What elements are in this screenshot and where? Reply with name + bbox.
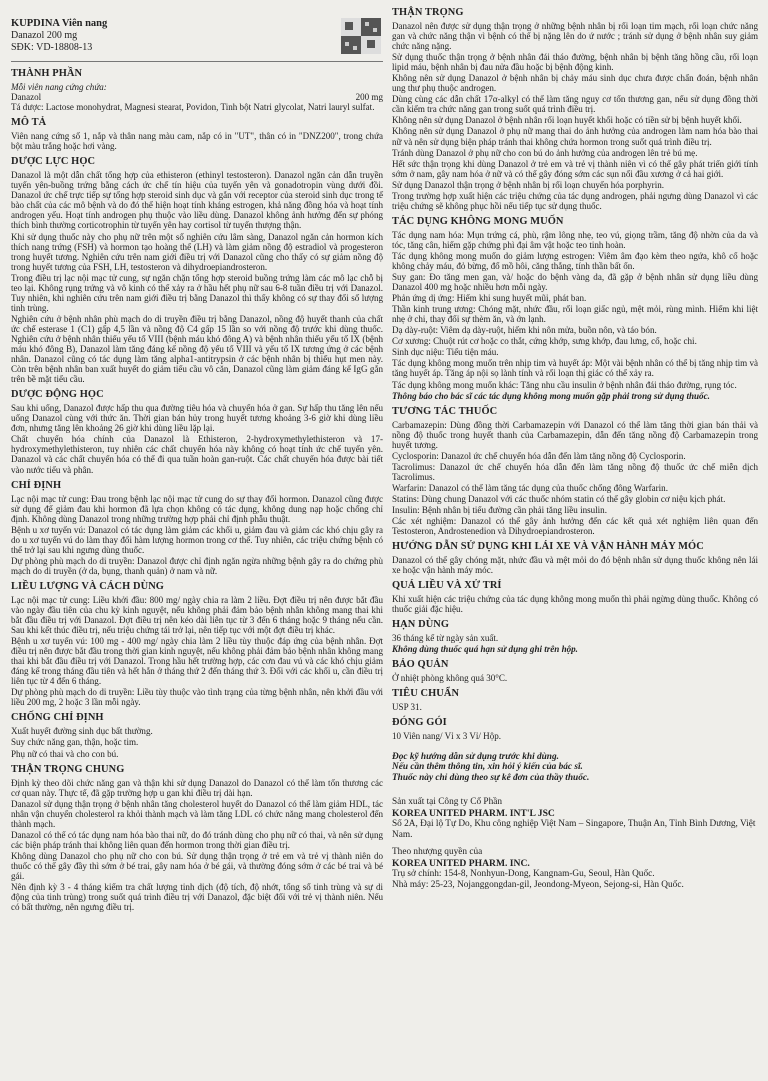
product-name: KUPDINA Viên nang — [11, 18, 108, 29]
section-title: HẠN DÙNG — [392, 619, 450, 631]
paragraph: Khi sử dụng thuốc này cho phụ nữ trên một số nghiên cứu lâm sàng, Danazol ngăn cản hormon kích thích nang trứng (FSH) và hormon tạo hoàng thể (LH) và làm giảm nồng độ estradiol và progesteron trong huyết tương. Nghiên cứu trên nam giới điều trị với Danazol cũng cho thấy có sự giảm nồng độ trong huyết tương của FSH, LH, testosteron và dihydroepiandrosteron. — [11, 231, 383, 272]
paragraph: Dự phòng phù mạch do di truyền: Liều tùy thuộc vào tình trạng của từng bệnh nhân, nên khởi đầu với liều 200 mg, 2 hoặc 3 lần mỗi ngày. — [11, 687, 383, 708]
section-title: THẬN TRỌNG CHUNG — [11, 763, 125, 775]
section-title: DƯỢC LỰC HỌC — [11, 156, 96, 168]
paragraph: Danazol có thể gây chóng mặt, nhức đầu và mệt mỏi do đó bệnh nhân sử dụng thuốc không nên lái xe hoặc vận hành máy móc. — [392, 555, 758, 576]
paragraph: Cyclosporin: Danazol ức chế chuyển hóa dẫn đến làm tăng nồng độ Cyclosporin. — [392, 450, 686, 461]
section-tuong-tac-thuoc — [392, 406, 758, 537]
section-chi-dinh — [11, 480, 383, 576]
licensor-name: KOREA UNITED PHARM. INC. — [392, 858, 530, 870]
ingredient-name: Danazol — [11, 92, 42, 103]
paragraph: Tác dụng không mong muốn trên nhịp tim và huyết áp: Một vài bệnh nhân có thể bị tăng nhịp tim và tăng huyết áp. Tăng áp nội sọ lành tính và rối loạn thị giác có thể xảy ra. — [392, 358, 758, 379]
section-title: ĐÓNG GÓI — [392, 717, 447, 729]
paragraph: Định kỳ theo dõi chức năng gan và thận khi sử dụng Danazol do Danazol có thể làm tổn thương các cơ quan này. Thực tế, đã gặp trường hợp u gan khi điều trị dài hạn. — [11, 777, 383, 798]
paragraph: Warfarin: Danazol có thể làm tăng tác dụng của thuốc chống đông Warfarin. — [392, 482, 668, 493]
manufacturer-block — [392, 797, 758, 841]
paragraph: Danazol có thể có tác dụng nam hóa bào thai nữ, do đó tránh dùng cho phụ nữ có thai, và nên sử dụng các biện pháp tránh thai không liên quan đến hormon trong thời gian điều trị. — [11, 829, 383, 850]
licensor-block — [392, 847, 758, 891]
section-bao-quan — [392, 659, 758, 683]
paragraph: Thần kinh trung ương: Chóng mặt, nhức đầu, rối loạn giấc ngủ, mệt mỏi, rùng mình. Hiếm khi liệt nhẹ ở chi, thay đổi sự thèm ăn, và ớn lạnh. — [392, 304, 758, 325]
paragraph: Mỗi viên nang cứng chứa: — [11, 82, 107, 92]
paragraph: Cơ xương: Chuột rút cơ hoặc co thắt, cứng khớp, sưng khớp, đau lưng, cổ, hoặc chi. — [392, 336, 697, 347]
section-mo-ta — [11, 117, 383, 151]
paragraph: Tác dụng không mong muốn do giảm lượng estrogen: Viêm âm đạo kèm theo ngứa, khô cổ hoặc không chảy máu, đỏ bừng, đổ mồ hôi, căng thẳng, tính thần bất ổn. — [392, 250, 758, 271]
paragraph: Nghiên cứu ở bệnh nhân phù mạch do di truyền điều trị bằng Danazol, nồng độ huyết thanh của chất ức chế esterase 1 (C1) gấp 4,5 lần và nồng độ C4 gấp 15 lần so với nồng độ trước khi dùng thuốc. Nghiên cứu ở bệnh nhân thiếu yếu tố VIII (bệnh máu khó đông A) và bệnh nhân thiếu yếu tố IX (bệnh máu khó đông B), Danazol làm tăng đáng kể nồng độ yếu tố VIII và yếu tố IX tương ứng ở các bệnh nhân. Danazol cũng có tác dụng làm tăng alpha1-antitrypsin ở các bệnh nhân bị thiếu hụt men này. Còn trên bệnh nhân ban xuất huyết do giảm tiểu cầu vô căn, Danazol cũng làm giảm đáng kể IgG gắn trên bề mặt tiểu cầu. — [11, 313, 383, 385]
notice-line: Nếu cần thêm thông tin, xin hỏi ý kiến của bác sĩ. — [392, 762, 583, 773]
left-column — [11, 0, 383, 912]
manufacturer-name: KOREA UNITED PHARM. INT'L JSC — [392, 808, 555, 820]
paragraph: Tác dụng nam hóa: Mụn trứng cá, phù, rậm lông nhẹ, teo vú, giọng trầm, tăng độ nhờn của da và tóc, tăng cân, hiếm gặp chứng phì đại âm vật hoặc teo tinh hoàn. — [392, 229, 758, 250]
paragraph: Insulin: Bệnh nhân bị tiểu đường cần phải tăng liều insulin. — [392, 504, 607, 515]
section-qua-lieu-va-xu-tri — [392, 580, 758, 614]
section-than-trong-chung — [11, 764, 383, 913]
licensor-head-office: Trụ sở chính: 154-8, Nonhyun-Dong, Kangnam-Gu, Seoul, Hàn Quốc. — [392, 869, 655, 880]
list-item: Suy chức năng gan, thận, hoặc tim. — [11, 737, 139, 748]
paragraph: Danazol sử dụng thận trọng ở bệnh nhân tăng cholesterol huyết do Danazol có thể làm giảm HDL, tác nhân vận chuyển cholesterol ra khỏi thành mạch và làm tăng LDL có chức năng mang cholesterol đến thành mạch. — [11, 798, 383, 829]
section-title: DƯỢC ĐỘNG HỌC — [11, 389, 104, 401]
manufacturer-address: Số 2A, Đại lộ Tự Do, Khu công nghiệp Việt Nam – Singapore, Thuận An, Tỉnh Bình Dương, Việt Nam. — [392, 819, 756, 841]
paragraph: Viên nang cứng số 1, nắp và thân nang màu cam, nắp có in "UT", thân có in "DNZ200", trong chứa bột màu trắng hoặc hơi vàng. — [11, 131, 383, 152]
paragraph: Hết sức thận trọng khi dùng Danazol ở trẻ em và trẻ vị thành niên vì có thể gây phát triển giới tính sớm ở nam, gây nam hóa ở nữ và có thể gây đóng sớm các sụn nối đầu xương ở cả hai giới. — [392, 158, 758, 179]
section-lieu-luong-va-cach-dung — [11, 581, 383, 708]
section-han-dung — [392, 619, 758, 654]
paragraph: Nên định kỳ 3 - 4 tháng kiểm tra chất lượng tinh dịch (độ tích, độ nhớt, tổng số tinh trùng và sự di động của tinh trùng) trong suốt quá trình điều trị với Danazol, đặc biệt đối với trẻ vị thành niên. Nếu có bất thường, nên ngưng điều trị. — [11, 882, 383, 913]
paragraph: Không nên sử dụng Danazol ở bệnh nhân bị chảy máu sinh dục chưa được chẩn đoán, bệnh nhân ung thư phụ thuộc androgen. — [392, 73, 758, 94]
section-title: THẬN TRỌNG — [392, 7, 464, 18]
paragraph: Lạc nội mạc tử cung: Đau trong bệnh lạc nội mạc tử cung do sự thay đổi hormon. Danazol cũng được sử dụng để giảm đau khi hormon đã lựa chọn không có tác dụng, không dung nạp hoặc chống chỉ định. Không dùng Danazol trong những trường hợp phải chỉ định phẫu thuật. — [11, 493, 383, 524]
notice-block — [392, 752, 758, 784]
paragraph: Dùng cùng các dẫn chất 17α-alkyl có thể làm tăng nguy cơ tổn thương gan, nếu sử dụng đồng thời cần kiểm tra chức năng gan trong suốt quá trình điều trị. — [392, 94, 758, 115]
paragraph: 10 Viên nang/ Vỉ x 3 Vỉ/ Hộp. — [392, 731, 502, 742]
section-title: TƯƠNG TÁC THUỐC — [392, 405, 498, 417]
paragraph: Phản ứng dị ứng: Hiếm khi sung huyết mũi, phát ban. — [392, 293, 587, 304]
paragraph: Các xét nghiệm: Danazol có thể gây ảnh hưởng đến các kết quả xét nghiệm liên quan đến Testosteron, Androstenedion và Dihydroepiandrosteron. — [392, 516, 758, 537]
notice-line: Thuốc này chỉ dùng theo sự kê đơn của thầy thuốc. — [392, 772, 590, 783]
product-strength: Danazol 200 mg — [11, 30, 78, 41]
section-title: BẢO QUẢN — [392, 659, 449, 671]
list-item: Phụ nữ có thai và cho con bú. — [11, 748, 119, 759]
section-title: MÔ TẢ — [11, 117, 47, 129]
paragraph: Dự phòng phù mạch do di truyền: Danazol được chỉ định ngăn ngừa những bệnh gây ra do chứng phù mạch do di truyền (ở da, bụng, thanh quản) ở nam và nữ. — [11, 555, 383, 576]
section-title: TIÊU CHUẨN — [392, 688, 460, 700]
header-divider — [11, 61, 383, 62]
registration-number: SĐK: VD-18808-13 — [11, 41, 93, 53]
section-dong-goi — [392, 717, 758, 741]
paragraph: Trong trường hợp xuất hiện các triệu chứng của tác dụng androgen, phải ngưng dùng Danazol vì các triệu chứng sẽ không phục hồi nếu tiếp tục sử dụng thuốc. — [392, 190, 758, 211]
paragraph: Tác dụng không mong muốn khác: Tăng nhu cầu insulin ở bệnh nhân đái tháo đường, rụng tóc. — [392, 379, 737, 390]
section-than-trong — [392, 7, 758, 211]
product-header — [11, 0, 383, 53]
section-duoc-luc-hoc — [11, 156, 383, 384]
ingredient-amount: 200 mg — [355, 92, 383, 103]
section-title: QUÁ LIỀU VÀ XỬ TRÍ — [392, 580, 502, 592]
section-duoc-dong-hoc — [11, 389, 383, 474]
paragraph: Tránh dùng Danazol ở phụ nữ cho con bú do ảnh hưởng của androgen lên trẻ bú mẹ. — [392, 147, 698, 158]
paragraph: Khi xuất hiện các triệu chứng của tác dụng không mong muốn thì phải ngừng dùng thuốc. Không có thuốc giải đặc hiệu. — [392, 594, 758, 615]
paragraph: Trong điều trị lạc nội mạc tử cung, sự ngăn chặn tổng hợp steroid buồng trứng làm các mô lạc chỗ bị teo lại. Không rụng trứng và vô kinh có thể xảy ra ở hầu hết phụ nữ sau 6-8 tuần điều trị với Danazol. Tuy nhiên, khi nghiên cứu trên nam giới điều trị bằng Danazol thì thấy không có sự thay đổi số lượng tinh trùng. — [11, 272, 383, 313]
paragraph: Sử dụng Danazol thận trọng ở bệnh nhân bị rối loạn chuyển hóa porphyrin. — [392, 179, 664, 190]
section-tac-dung-khong-mong-muon — [392, 216, 758, 401]
section-tieu-chuan — [392, 688, 758, 712]
section-thanh-phan — [11, 68, 383, 112]
right-sections — [392, 0, 758, 742]
paragraph: Danazol nên được sử dụng thận trọng ở những bệnh nhân bị rối loạn tim mạch, rối loạn chức năng gan và chức năng thận vì bệnh có thể bị nặng lên do ứ nước ; tránh sử dụng ở bệnh nhân suy giảm chức năng nặng. — [392, 21, 758, 52]
paragraph: Bệnh u xơ tuyến vú: Danazol có tác dụng làm giảm các khối u, giảm đau và giảm các khó chịu gây ra do u xơ tuyến vú do làm thay đổi hàm lượng hormon trong cơ thể. Tuy nhiên, các triệu chứng bệnh có thể trở lại sau khi ngưng dùng thuốc. — [11, 524, 383, 555]
paragraph: Carbamazepin: Dùng đồng thời Carbamazepin với Danazol có thể làm tăng thời gian bán thải và nồng độ thuốc trong huyết thanh của Carbamazepin, dẫn đến tăng nồng độ Carbamazepin trong huyết tương. — [392, 419, 758, 450]
paragraph: Danazol là một dẫn chất tổng hợp của ethisteron (ethinyl testosteron). Danazol ngăn cản dẫn truyền tuyến yên-buồng trứng bằng cách ức chế tín hiệu của tuyến yên và gonadotropin vùng dưới đồi. Danazol ức chế trực tiếp sự tổng hợp steroid sinh dục và gắn với receptor của steroid sinh dục trong tế bào chất của các mô bệnh và do đó thể hiện hoạt tính kháng estrogen, khả năng đồng hóa và hoạt tính androgen yếu. Hoạt tính androgen phụ thuộc vào liều dùng. Danazol không ảnh hưởng đến sự phóng thích bình thường corticotrophin từ tuyến yên hay cortisol từ tuyến thượng thận. — [11, 170, 383, 231]
paragraph: Bệnh u xơ tuyến vú: 100 mg - 400 mg/ ngày chia làm 2 liều tùy thuộc đáp ứng của bệnh nhân. Đợt điều trị nên được bắt đầu trong thời gian kinh nguyệt, nếu không phải đảm bảo bệnh nhân không mang thai khi bắt đầu điều trị với Danazol. Trong hầu hết trường hợp, các cơn đau vú và các khó chịu giảm đáng kể trong tháng đầu tiên và hết hẳn ở tháng thứ 2 đến tháng thứ 3. Đối với các khối u, cần điều trị liên tục từ 4 đến 6 tháng. — [11, 636, 383, 687]
left-sections — [11, 68, 383, 912]
barcode-pattern-icon — [341, 18, 381, 54]
paragraph: Không nên sử dụng Danazol ở phụ nữ mang thai do ảnh hưởng của androgen làm nam hóa bào thai nữ và nên sử dụng biện pháp tránh thai không chứa hormon trong suốt quá trình điều trị. — [392, 126, 758, 147]
notice-line: Đọc kỹ hướng dẫn sử dụng trước khi dùng. — [392, 751, 559, 762]
right-column — [392, 0, 758, 891]
licensor-factory: Nhà máy: 25-23, Nojanggongdan-gil, Jeondong-Myeon, Sejong-si, Hàn Quốc. — [392, 880, 684, 891]
paragraph: Tá dược: Lactose monohydrat, Magnesi stearat, Povidon, Tinh bột Natri glycolat, Natri lauryl sulfat. — [11, 102, 375, 113]
licensor-label: Theo nhượng quyền của — [392, 847, 483, 858]
paragraph: Lạc nội mạc tử cung: Liều khởi đầu: 800 mg/ ngày chia ra làm 2 liều. Đợt điều trị nên được bắt đầu vào ngày đầu tiên của chu kỳ kinh nguyệt, nếu không phải đảm bảo bệnh nhân không mang thai khi bắt đầu điều trị với Danazol. Đợt điều trị nên kéo dài liên tục từ 3 đến 6 tháng hoặc 9 tháng nếu cần. Sau khi kết thúc điều trị, nếu triệu chứng tái trở lại, nên tiếp tục với một đợt điều trị khác. — [11, 594, 383, 636]
manufacturer-label: Sản xuất tại Công ty Cổ Phần — [392, 797, 503, 808]
paragraph: Chất chuyển hóa chính của Danazol là Ethisteron, 2-hydroxymethylethisteron và 17-hydroxymethylethisteron, tuy nhiên các chất chuyển hóa này không có hoạt tính ức chế tuyến yên. Danazol và các chất chuyển hóa có thể đi qua tuần hoàn gan-ruột. Các chất chuyển hóa được bài tiết vào nước tiểu và phân. — [11, 434, 383, 475]
paragraph: Không dùng Danazol cho phụ nữ cho con bú. Sử dụng thận trọng ở trẻ em và trẻ vị thành niên do thuốc có thể gây đầy thì sớm ở bé trai, gây nam hóa ở bé gái, và thường đóng sớm ở các bé trai và bé gái. — [11, 850, 383, 881]
composition-row — [11, 92, 383, 102]
section-title: THÀNH PHẦN — [11, 68, 83, 79]
paragraph: 36 tháng kể từ ngày sản xuất. — [392, 633, 499, 644]
paragraph: Suy gan: Đo tăng men gan, và/ hoặc do bệnh vàng da, đã gặp ở bệnh nhân sử dụng liều dùng Danazol 400 mg hoặc nhiều hơn mỗi ngày. — [392, 272, 758, 293]
section-title: LIỀU LƯỢNG VÀ CÁCH DÙNG — [11, 580, 164, 592]
paragraph: Statins: Dùng chung Danazol với các thuốc nhóm statin có thể gây globin cơ niệu kịch phát. — [392, 493, 726, 504]
section-huong-dan-su-dung-khi-lai-xe-va-van-hanh-may-moc — [392, 541, 758, 575]
paragraph: Sử dụng thuốc thận trọng ở bệnh nhân đái tháo đường, bệnh nhân bị bệnh tăng hồng cầu, rối loạn lipid máu, bệnh nhân bị đau nửa đầu hoặc bị bệnh động kinh. — [392, 52, 758, 73]
paragraph: Dạ dày-ruột: Viêm dạ dày-ruột, hiếm khi nôn mửa, buồn nôn, và táo bón. — [392, 325, 657, 336]
paragraph: Không dùng thuốc quá hạn sử dụng ghi trên hộp. — [392, 644, 578, 655]
paragraph: Ở nhiệt phòng không quá 30°C. — [392, 673, 508, 684]
section-title: CHỈ ĐỊNH — [11, 479, 62, 491]
paragraph: Tacrolimus: Danazol ức chế chuyển hóa dẫn đến làm tăng nồng độ thuốc ức chế miễn dịch Tacrolimus. — [392, 461, 758, 482]
list-item: Xuất huyết đường sinh dục bất thường. — [11, 726, 153, 737]
section-chong-chi-dinh — [11, 712, 383, 758]
paragraph: Sinh dục niệu: Tiểu tiện máu. — [392, 347, 499, 358]
section-title: HƯỚNG DẪN SỬ DỤNG KHI LÁI XE VÀ VẬN HÀNH MÁY MÓC — [392, 541, 704, 553]
paragraph: Không nên sử dụng Danazol ở bệnh nhân rối loạn huyết khối hoặc có tiền sử bị bệnh huyết khối. — [392, 115, 742, 126]
section-title: TÁC DỤNG KHÔNG MONG MUỐN — [392, 215, 564, 227]
paragraph: Thông báo cho bác sĩ các tác dụng không mong muốn gặp phải trong sử dụng thuốc. — [392, 390, 710, 401]
paragraph: USP 31. — [392, 702, 422, 713]
section-title: CHỐNG CHỈ ĐỊNH — [11, 712, 104, 724]
paragraph: Sau khi uống, Danazol được hấp thu qua đường tiêu hóa và chuyển hóa ở gan. Sự hấp thu tăng lên nếu uống Danazol cùng với thức ăn. Thời gian bán hủy trong huyết tương khoảng 3-6 giờ khi dùng liều đơn, nhưng tăng lên khoảng 26 giờ khi dùng liều lặp lại. — [11, 403, 383, 434]
